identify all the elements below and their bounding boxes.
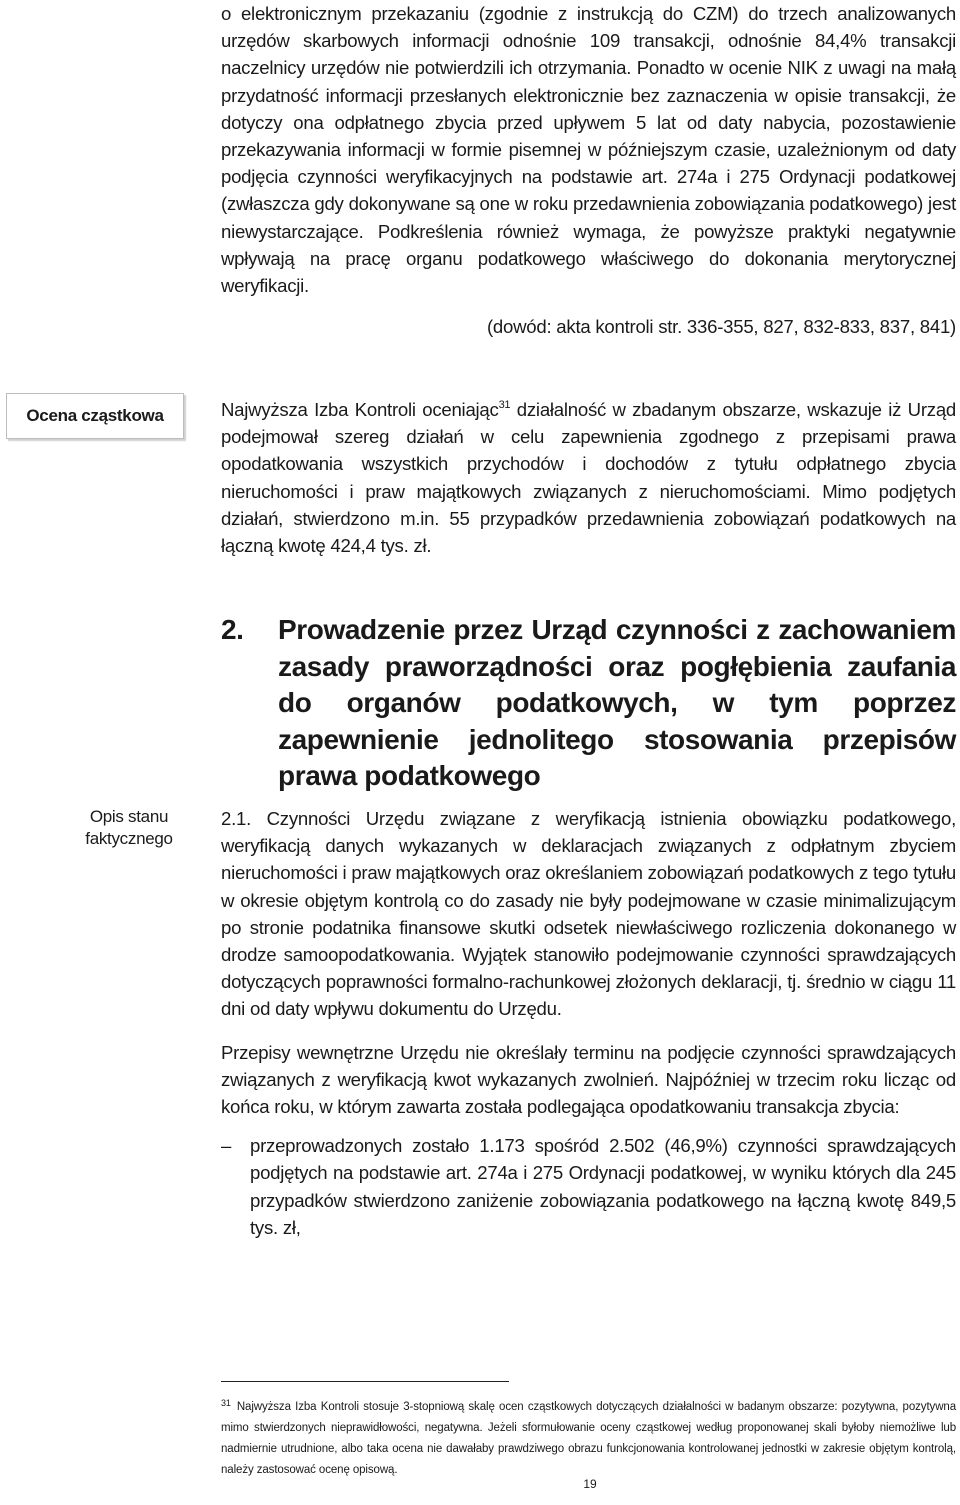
section-heading xyxy=(221,612,956,795)
top-section xyxy=(221,0,956,340)
footnote xyxy=(221,1393,956,1481)
assessment-paragraph xyxy=(221,396,956,559)
assessment-label-box xyxy=(6,393,184,439)
footnote-separator xyxy=(221,1381,509,1382)
assessment-label: Ocena cząstkowa xyxy=(26,406,164,425)
assessment-text-end: działalność w zbadanym obszarze, wskazuje iż Urząd podejmował szereg działań w celu zapewnienia zgodnego z przepisami prawa opodatkowania wszystkich przychodów i dochodów z tytułu odpłatnego zbycia nieruchomości i praw majątkowych związanych z nieruchomościami. Mimo podjętych działań, stwierdzono m.in. 55 przypadków przedawnienia zobowiązań podatkowych na łączną kwotę 424,4 tys. zł. xyxy=(221,399,956,557)
facts-section xyxy=(221,805,956,1241)
facts-paragraph-2: Przepisy wewnętrzne Urzędu nie określały terminu na podjęcie czynności sprawdzających związanych z weryfikacją kwot wykazanych zwolnień. Najpóźniej w trzecim roku licząc od końca roku, w którym zawarta została podlegająca opodatkowaniu transakcja zbycia: xyxy=(221,1041,956,1118)
dash-bullet: – xyxy=(221,1135,232,1157)
footnote-mark: 31 xyxy=(221,1398,231,1408)
continuation-paragraph: o elektronicznym przekazaniu (zgodnie z instrukcją do CZM) do trzech analizowanych urzędów skarbowych informacji odnośnie 109 transakcji, odnośnie 84,4% transakcji naczelnicy urzędów nie potwierdzili ich otrzymania. Ponadto w ocenie NIK z uwagi na małą przydatność informacji przesłanych elektronicznie bez zaznaczenia w opisie transakcji, że dotyczy ona odpłatnego zbycia przed upływem 5 lat od daty nabycia, pozostawienie przekazywania informacji w formie pisemnej w późniejszym czasie, uzależnionym od daty podjęcia czynności weryfikacyjnych na podstawie art. 274a i 275 Ordynacji podatkowej (zwłaszcza gdy dokonywane są one w roku przedawnienia zobowiązania podatkowego) jest niewystarczające. Podkreślenia również wymaga, że powyższe praktyki negatywnie wpływają na pracę organu podatkowego właściwego do dokonania merytorycznej weryfikacji. xyxy=(221,3,956,297)
assessment-section xyxy=(221,396,956,559)
evidence-citation: (dowód: akta kontroli str. 336-355, 827, 832-833, 837, 841) xyxy=(486,316,956,338)
footnote-text: Najwyższa Izba Kontroli stosuje 3-stopniową skalę ocen cząstkowych dotyczących działalności w badanym obszarze: pozytywna, pozytywna mimo stwierdzonych nieprawidłowości, negatywna. Jeżeli sformułowanie oceny cząstkowej według proponowanej skali byłoby niemożliwe lub nadmiernie utrudnione, albo taka ocena nie dawałaby prawdziwego obrazu funkcjonowania kontrolowanej jednostki w zakresie objętym kontrolą, należy zastosować ocenę opisową. xyxy=(221,1401,956,1476)
section-number: 2. xyxy=(221,614,244,645)
list-item xyxy=(221,1132,956,1241)
list-item-text: przeprowadzonych zostało 1.173 spośród 2.502 (46,9%) czynności sprawdzających podjętych na podstawie art. 274a i 275 Ordynacji podatkowej, w wyniku których dla 245 przypadków stwierdzono zaniżenie zobowiązania podatkowego na łączną kwotę 849,5 tys. zł, xyxy=(250,1135,956,1238)
assessment-text-start: Najwyższa Izba Kontroli oceniając xyxy=(221,399,499,420)
footnote-reference: 31 xyxy=(498,399,511,411)
section-title: Prowadzenie przez Urząd czynności z zachowaniem zasady praworządności oraz pogłębienia zaufania do organów podatkowych, w tym poprzez zapewnienie jednolitego stosowania przepisów prawa podatkowego xyxy=(278,614,956,791)
facts-paragraph-1-text: Czynności Urzędu związane z weryfikacją istnienia obowiązku podatkowego, weryfikacją danych wykazanych w deklaracjach związanych z odpłatnym zbyciem nieruchomości i praw majątkowych oraz określaniem zobowiązań podatkowych z tego tytułu w okresie objętym kontrolą co do zasady nie były podejmowane w czasie minimalizującym po stronie podatnika finansowe skutki odsetek niewłaściwego rozliczenia dokonanego w drodze samoopodatkowania. Wyjątek stanowiło podejmowanie czynności sprawdzających dotyczących poprawności formalno-rachunkowej złożonych deklaracji, tj. średnio w ciągu 11 dni od daty wpływu dokumentu do Urzędu. xyxy=(221,808,957,1020)
page-number: 19 xyxy=(583,1477,597,1491)
facts-label: Opis stanu faktycznego xyxy=(85,807,173,848)
paragraph-number: 2.1. xyxy=(221,808,252,829)
facts-paragraph-1 xyxy=(221,805,956,1023)
